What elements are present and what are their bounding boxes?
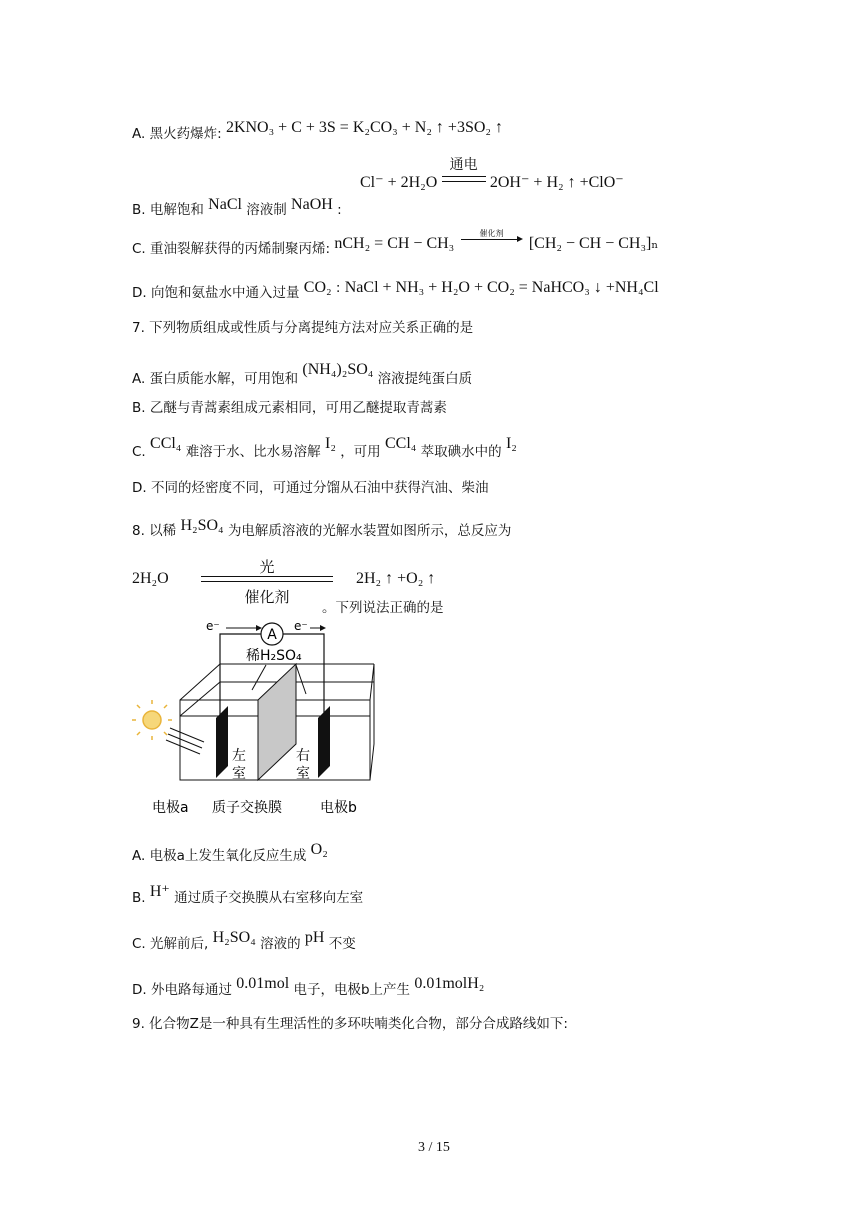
photolysis-apparatus-figure (128, 620, 398, 825)
propylene-formula: nCH₂ = CH − CH₃ (334, 235, 455, 252)
hydrogen-amount: 0.01molH₂ (414, 975, 485, 992)
polypropylene-formula: [CH₂ − CH − CH₃]ₙ (528, 235, 659, 252)
electron-amount: 0.01mol (236, 975, 290, 992)
ammeter-label: A (267, 627, 277, 643)
q7-option-d: D. 不同的烃密度不同，可通过分馏从石油中获得汽油、柴油 (132, 480, 489, 496)
solution-label: 稀H₂SO₄ (246, 648, 302, 664)
option-6d-label: D. 向饱和氨盐水中通入过量 (132, 285, 300, 301)
question-8-tail: 。下列说法正确的是 (322, 600, 444, 616)
option-6b-mid: 溶液制 (246, 202, 287, 218)
question-9-stem: 9. 化合物Z是一种具有生理活性的多环呋喃类化合物，部分合成路线如下: (132, 1016, 568, 1032)
reaction-lhs: 2H₂O (132, 570, 169, 587)
ccl4-formula-2: CCl₄ (384, 435, 417, 452)
electron-right-label: e⁻ (294, 620, 308, 633)
sulfuric-acid-formula-2: H₂SO₄ (212, 929, 256, 946)
q7-option-b: B. 乙醚与青蒿素组成元素相同，可用乙醚提取青蒿素 (132, 400, 447, 416)
option-6c-label: C. 重油裂解获得的丙烯制聚丙烯: (132, 241, 331, 257)
iodine-formula-2: I₂ (505, 435, 517, 452)
catalyst-arrow: 催化剂 (461, 234, 523, 254)
q8-option-d: D. 外电路每通过 0.01mol 电子，电极b上产生 0.01molH₂ (132, 975, 485, 998)
left-room-label-1: 左 (232, 748, 246, 764)
proton-formula: H⁺ (149, 883, 170, 900)
q7-a-text: A. 蛋白质能水解，可用饱和 (132, 371, 299, 387)
ammonium-sulfate-formula: (NH₄)₂SO₄ (302, 361, 374, 378)
external-wire (220, 634, 261, 718)
sun-icon (132, 700, 172, 740)
membrane-label: 质子交换膜 (212, 800, 282, 816)
co2-formula: CO₂ (303, 279, 332, 296)
left-room-label-2: 室 (232, 766, 246, 782)
iodine-formula: I₂ (324, 435, 336, 452)
oxygen-formula: O₂ (310, 841, 328, 858)
q7-a-text-end: 溶液提纯蛋白质 (377, 371, 473, 387)
right-room-label-2: 室 (296, 766, 310, 782)
q7-option-c: C. CCl₄ 难溶于水、比水易溶解 I₂ ，可用 CCl₄ 萃取碘水中的 I₂ (132, 435, 517, 460)
nacl-formula: NaCl (208, 196, 242, 213)
option-6a (132, 118, 503, 144)
electrode-a-label: 电极a (152, 800, 189, 816)
sulfuric-acid-formula: H₂SO₄ (180, 517, 224, 534)
option-6a-label: A. 黑火药爆炸: (132, 126, 222, 142)
option-6b-label: B. 电解饱和 (132, 202, 204, 218)
proton-exchange-membrane (258, 664, 296, 780)
reaction-rhs: 2H₂ ↑ +O₂ ↑ (356, 570, 436, 587)
q8-option-b: B. H⁺ 通过质子交换膜从右室移向左室 (132, 883, 364, 906)
option-6d-equation: NaCl + NH₃ + H₂O + CO₂ = NaHCO₃ ↓ +NH₄Cl (344, 279, 659, 296)
light-rays (166, 728, 204, 754)
naoh-formula: NaOH (291, 196, 333, 213)
right-room-label-1: 右 (296, 748, 310, 764)
electrode-b (318, 706, 330, 778)
electron-left-label: e⁻ (206, 620, 220, 633)
electrode-a (216, 706, 228, 778)
q7-option-a (132, 360, 472, 389)
question-7-stem: 7. 下列物质组成或性质与分离提纯方法对应关系正确的是 (132, 320, 474, 336)
question-8-stem: 8. 以稀 H₂SO₄ 为电解质溶液的光解水装置如图所示，总反应为 (132, 517, 512, 539)
ph-symbol: pH (304, 929, 325, 946)
electrolysis-equation (360, 157, 624, 193)
electrolysis-lhs: Cl⁻ + 2H₂O (360, 174, 438, 191)
electrode-b-label: 电极b (320, 800, 357, 816)
ccl4-formula: CCl₄ (150, 435, 182, 452)
option-6b-end: : (337, 202, 342, 218)
q8-option-a: A. 电极a上发生氧化反应生成 O₂ (132, 841, 328, 864)
option-6c (132, 229, 659, 259)
page-number: 3 / 15 (418, 1140, 450, 1155)
q8-option-c: C. 光解前后, H₂SO₄ 溶液的 pH 不变 (132, 929, 356, 952)
option-6a-equation: 2KNO₃ + C + 3S = K₂CO₃ + N₂ ↑ +3SO₂ ↑ (225, 119, 503, 136)
option-6d: D. 向饱和氨盐水中通入过量 CO₂ : NaCl + NH₃ + H₂O + CO₂ = NaHCO₃ ↓ +NH₄Cl (132, 279, 659, 301)
reaction-condition: 光 催化剂 (182, 556, 352, 607)
electrolysis-condition: 通电 (442, 173, 486, 193)
electrolysis-rhs: 2OH⁻ + H₂ ↑ +ClO⁻ (489, 174, 624, 191)
option-6b-text (132, 195, 342, 220)
